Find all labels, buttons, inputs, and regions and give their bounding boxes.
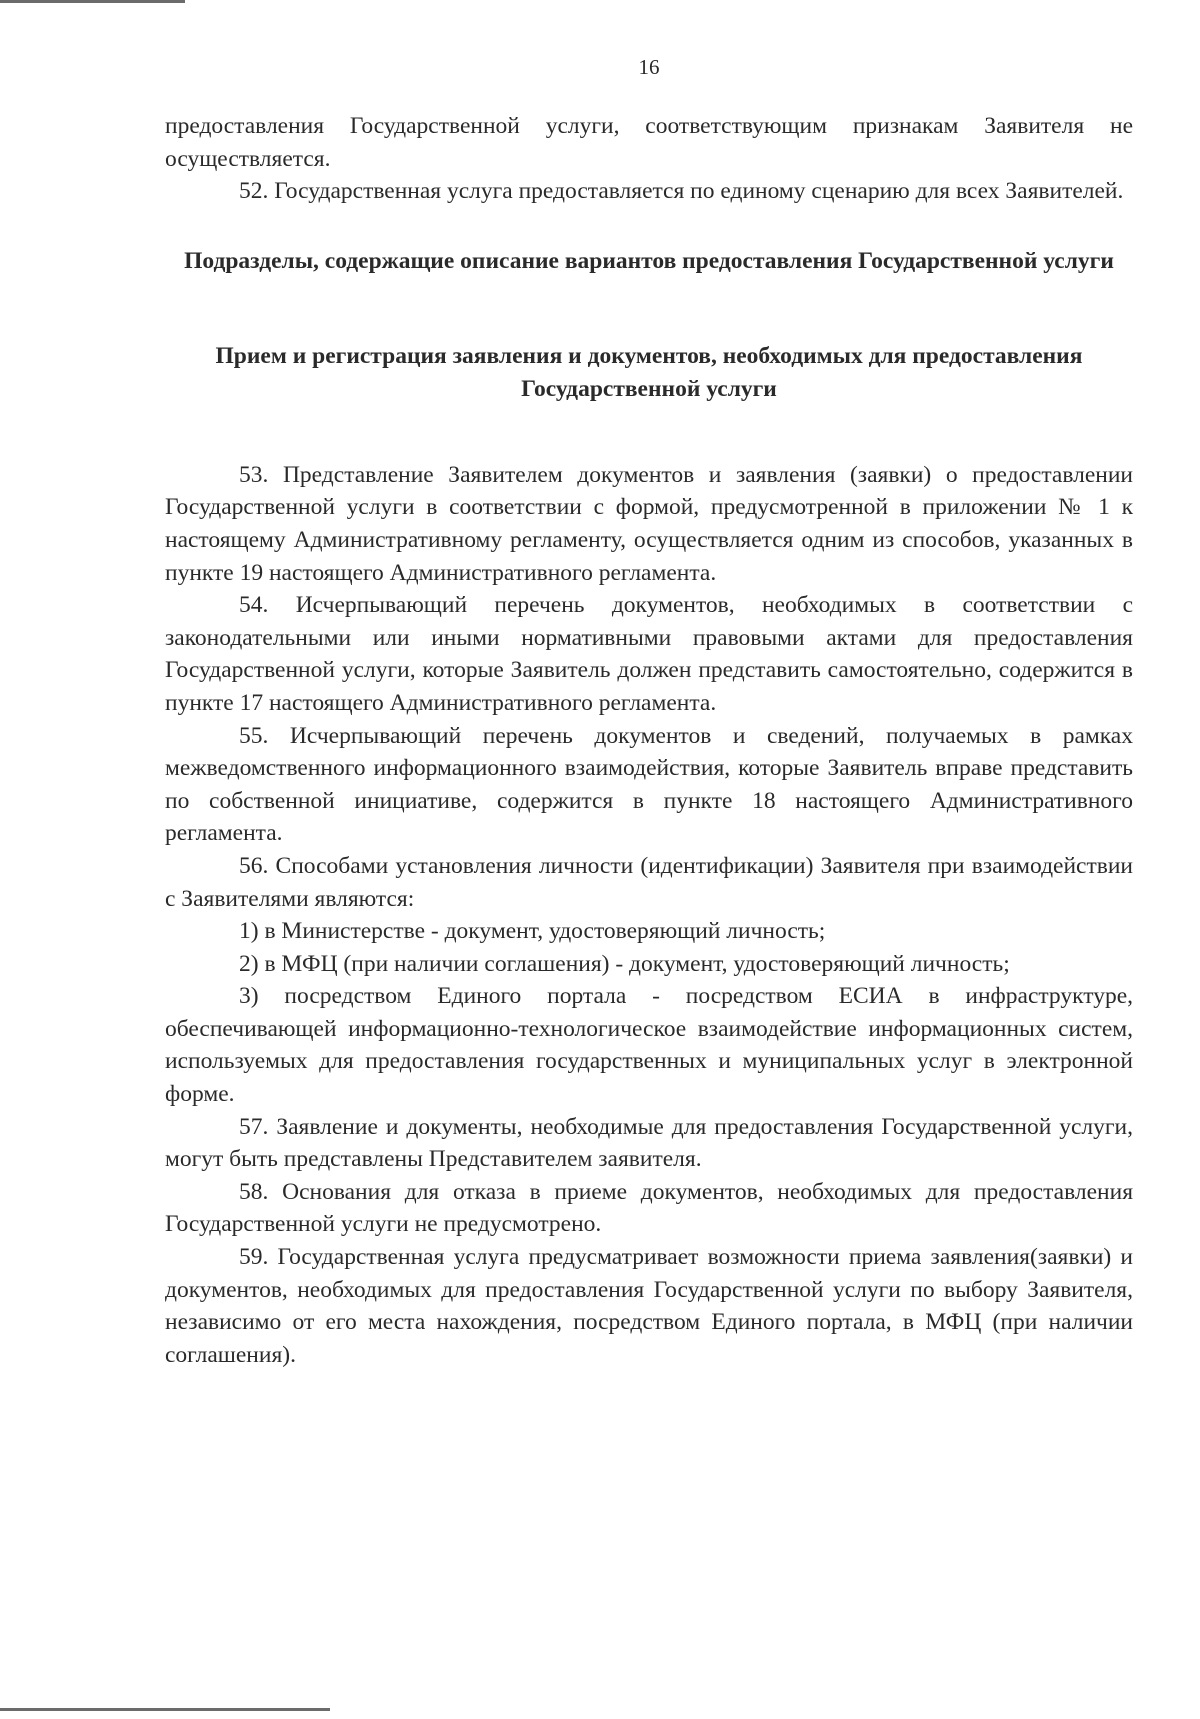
scan-edge-top [0, 0, 185, 3]
paragraph-continuation: предоставления Государственной услуги, соответствующим признакам Заявителя не осуществляется. [165, 113, 1133, 172]
page-content [165, 52, 1133, 1371]
list-item-2: 2) в МФЦ (при наличии соглашения) - документ, удостоверяющий личность; [239, 950, 1010, 977]
list-item-1: 1) в Министерстве - документ, удостоверяющий личность; [239, 918, 826, 945]
paragraph-52: 52. Государственная услуга предоставляется по единому сценарию для всех Заявителей. [239, 178, 1124, 205]
paragraph-53: 53. Представление Заявителем документов и заявления (заявки) о предоставлении Государственной услуги в соответствии с формой, предусмотренной в приложении № 1 к настоящему Административному регламенту, осуществляется одним из способов, указанных в пункте 19 настоящего Административного регламента. [165, 461, 1133, 586]
scan-edge-bottom [0, 1708, 330, 1711]
paragraph-58: 58. Основания для отказа в приеме документов, необходимых для предоставления Государственной услуги не предусмотрено. [165, 1178, 1133, 1238]
section-heading-reception: Прием и регистрация заявления и документов, необходимых для предоставления Государственной услуги [215, 342, 1083, 402]
paragraph-55: 55. Исчерпывающий перечень документов и сведений, получаемых в рамках межведомственного информационного взаимодействия, которые Заявитель вправе представить по собственной инициативе, содержится в пункте 18 настоящего Административного регламента. [165, 722, 1133, 847]
paragraph-54: 54. Исчерпывающий перечень документов, необходимых в соответствии с законодательными или иными нормативными правовыми актами для предоставления Государственной услуги, которые Заявитель должен представить самостоятельно, содержится в пункте 17 настоящего Административного регламента. [165, 592, 1133, 716]
list-item-3: 3) посредством Единого портала - посредством ЕСИА в инфраструктуре, обеспечивающей информационно-технологическое взаимодействие информационных систем, используемых для предоставления государственных и муниципальных услуг в электронной форме. [165, 983, 1133, 1108]
page-number: 16 [638, 55, 660, 79]
paragraph-56: 56. Способами установления личности (идентификации) Заявителя при взаимодействии с Заявителями являются: [165, 852, 1133, 912]
paragraph-57: 57. Заявление и документы, необходимые для предоставления Государственной услуги, могут быть представлены Представителем заявителя. [165, 1113, 1133, 1173]
paragraph-59: 59. Государственная услуга предусматривает возможности приема заявления(заявки) и документов, необходимых для предоставления Государственной услуги по выбору Заявителя, независимо от его места нахождения, посредством Единого портала, в МФЦ (при наличии соглашения). [165, 1244, 1133, 1368]
section-heading-subsections: Подразделы, содержащие описание вариантов предоставления Государственной услуги [184, 247, 1114, 274]
